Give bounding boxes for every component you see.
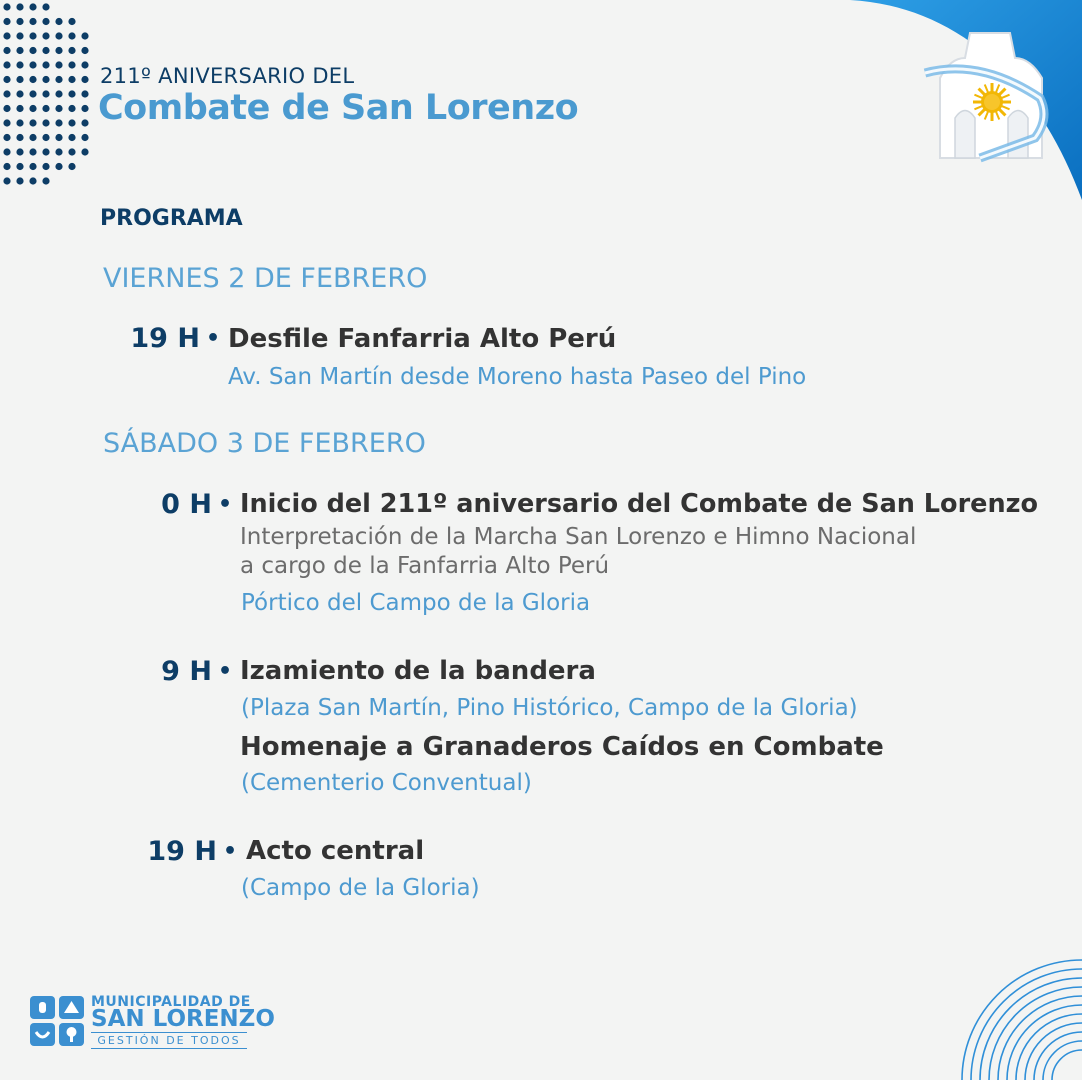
page-title: Combate de San Lorenzo: [98, 88, 579, 128]
event-title: Inicio del 211º aniversario del Combate de San Lorenzo: [240, 489, 1038, 519]
event-location: (Campo de la Gloria): [241, 875, 480, 901]
event-time: [161, 489, 232, 520]
event-time-label: 19 H: [147, 836, 217, 867]
municipality-logo-icon: [30, 996, 86, 1048]
portico-emblem-icon: [920, 18, 1060, 168]
logo-text-line3: GESTIÓN DE TODOS: [91, 1032, 247, 1049]
event-location-secondary: (Cementerio Conventual): [241, 770, 532, 796]
sun-of-may-icon: [973, 83, 1011, 121]
bullet-dot-icon: •: [205, 326, 220, 351]
event-title-secondary: Homenaje a Granaderos Caídos en Combate: [240, 732, 884, 762]
concentric-arcs-icon: [942, 950, 1082, 1080]
event-time-label: 19 H: [130, 323, 200, 354]
bullet-dot-icon: •: [217, 659, 232, 684]
event-location: Pórtico del Campo de la Gloria: [241, 590, 591, 616]
logo-text-line2: SAN LORENZO: [91, 1006, 275, 1032]
event-location: (Plaza San Martín, Pino Histórico, Campo de la Gloria): [241, 695, 858, 721]
bullet-dot-icon: •: [222, 839, 237, 864]
event-time: [130, 323, 220, 354]
event-time-label: 0 H: [161, 489, 212, 520]
day-heading-saturday: SÁBADO 3 DE FEBRERO: [103, 428, 426, 459]
event-title: Izamiento de la bandera: [240, 656, 596, 686]
event-location: Av. San Martín desde Moreno hasta Paseo del Pino: [228, 364, 807, 390]
event-title: Desfile Fanfarria Alto Perú: [228, 324, 617, 354]
event-time: [147, 836, 237, 867]
day-heading-friday: VIERNES 2 DE FEBRERO: [103, 263, 428, 294]
event-description-line: a cargo de la Fanfarria Alto Perú: [240, 553, 610, 579]
bullet-dot-icon: •: [217, 492, 232, 517]
event-time: [161, 656, 232, 687]
event-title: Acto central: [246, 836, 425, 866]
header-subtitle: 211º ANIVERSARIO DEL: [100, 64, 355, 88]
section-label-programa: PROGRAMA: [100, 206, 243, 231]
event-description-line: Interpretación de la Marcha San Lorenzo e Himno Nacional: [240, 524, 917, 550]
logo-text-line1: MUNICIPALIDAD DE: [91, 994, 251, 1010]
event-time-label: 9 H: [161, 656, 212, 687]
